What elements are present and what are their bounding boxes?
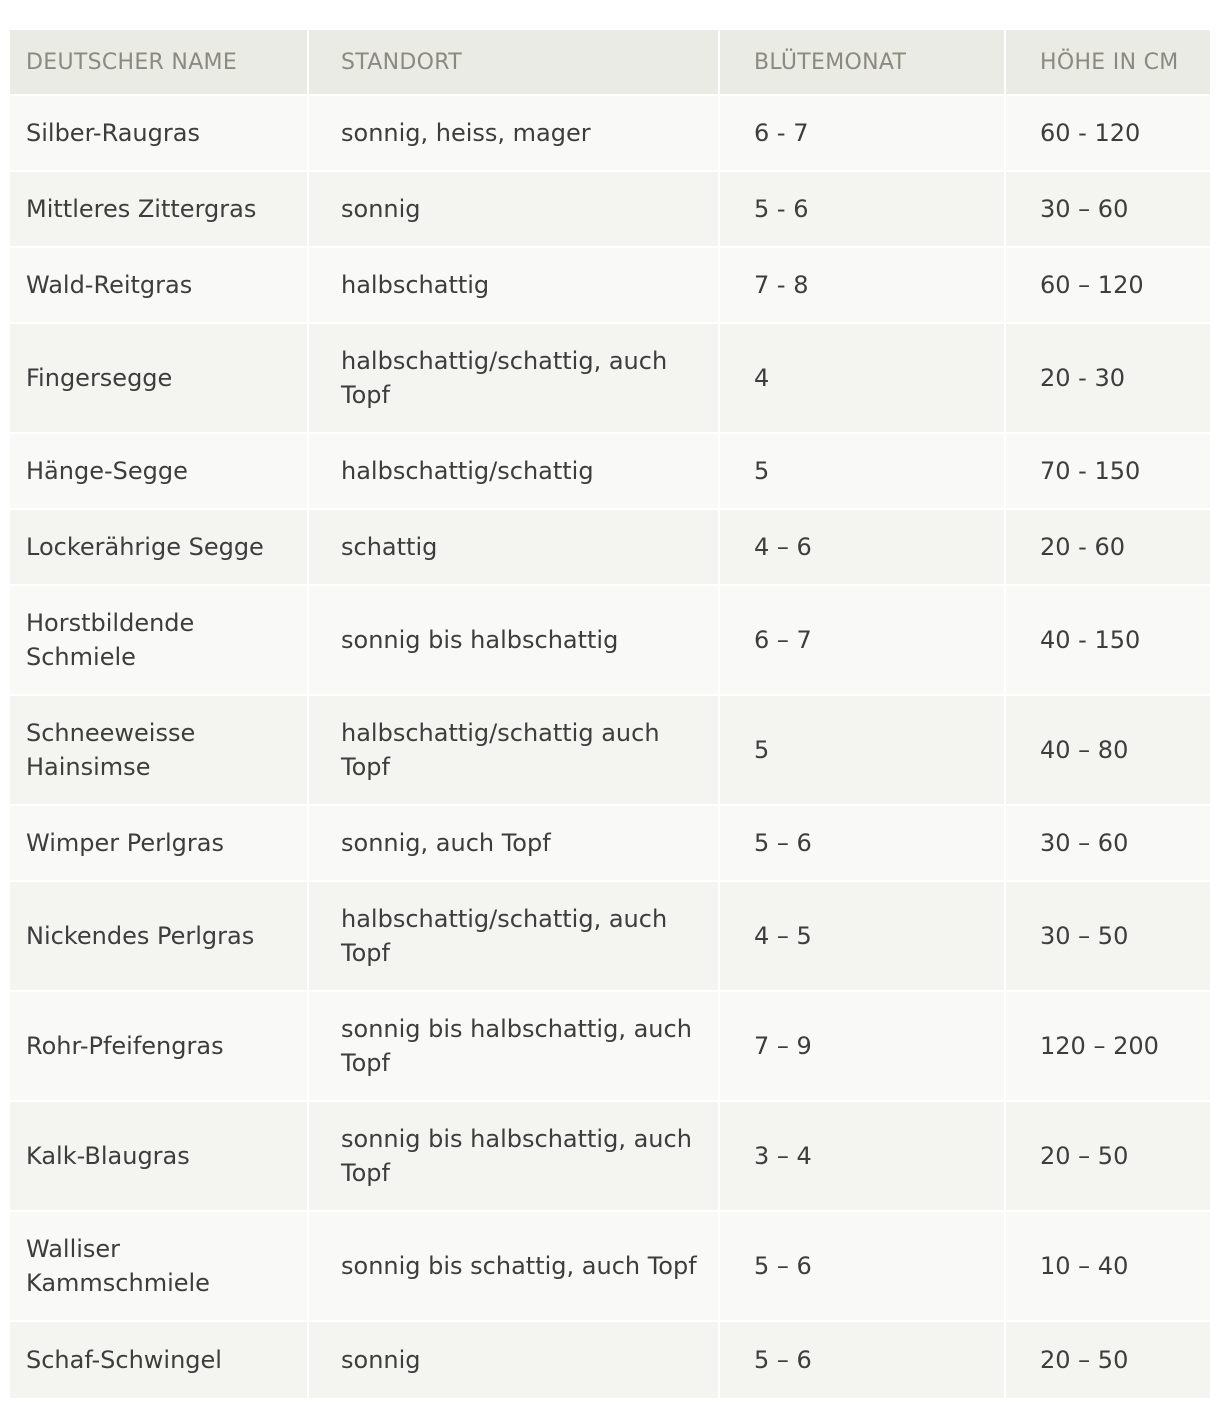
- cell-bluetemonat: 5: [720, 434, 1006, 510]
- cell-name: Kalk-Blaugras: [10, 1102, 309, 1212]
- cell-hoehe: 70 - 150: [1006, 434, 1210, 510]
- header-standort: STANDORT: [309, 30, 720, 96]
- cell-bluetemonat: 4: [720, 324, 1006, 434]
- table-row: [10, 96, 1210, 172]
- table-body: [10, 96, 1210, 1398]
- cell-name: Walliser Kammschmiele: [10, 1212, 309, 1322]
- cell-name: Horstbildende Schmiele: [10, 586, 309, 696]
- cell-hoehe: 30 – 50: [1006, 882, 1210, 992]
- table-row: [10, 434, 1210, 510]
- cell-hoehe: 60 – 120: [1006, 248, 1210, 324]
- table-row: [10, 992, 1210, 1102]
- cell-hoehe: 120 – 200: [1006, 992, 1210, 1102]
- cell-name: Schneeweisse Hainsimse: [10, 696, 309, 806]
- cell-name: Schaf-Schwingel: [10, 1322, 309, 1398]
- cell-hoehe: 20 – 50: [1006, 1102, 1210, 1212]
- cell-standort: schattig: [309, 510, 720, 586]
- cell-name: Mittleres Zittergras: [10, 172, 309, 248]
- cell-bluetemonat: 7 – 9: [720, 992, 1006, 1102]
- table-row: [10, 882, 1210, 992]
- cell-name: Hänge-Segge: [10, 434, 309, 510]
- cell-bluetemonat: 6 - 7: [720, 96, 1006, 172]
- cell-hoehe: 40 – 80: [1006, 696, 1210, 806]
- table-row: [10, 1322, 1210, 1398]
- cell-standort: sonnig, auch Topf: [309, 806, 720, 882]
- cell-hoehe: 20 – 50: [1006, 1322, 1210, 1398]
- table-row: [10, 806, 1210, 882]
- table-row: [10, 1102, 1210, 1212]
- cell-bluetemonat: 5 – 6: [720, 806, 1006, 882]
- cell-name: Wald-Reitgras: [10, 248, 309, 324]
- table-row: [10, 172, 1210, 248]
- header-deutscher-name: DEUTSCHER NAME: [10, 30, 309, 96]
- cell-standort: sonnig bis halbschattig: [309, 586, 720, 696]
- header-hoehe: HÖHE IN CM: [1006, 30, 1210, 96]
- cell-standort: halbschattig: [309, 248, 720, 324]
- cell-name: Rohr-Pfeifengras: [10, 992, 309, 1102]
- table-header: [10, 30, 1210, 96]
- table-row: [10, 1212, 1210, 1322]
- cell-standort: sonnig bis halbschattig, auch Topf: [309, 1102, 720, 1212]
- table-row: [10, 586, 1210, 696]
- cell-standort: halbschattig/schattig, auch Topf: [309, 324, 720, 434]
- cell-hoehe: 20 - 30: [1006, 324, 1210, 434]
- cell-name: Nickendes Perlgras: [10, 882, 309, 992]
- table-row: [10, 248, 1210, 324]
- cell-hoehe: 30 – 60: [1006, 172, 1210, 248]
- grass-table: [10, 30, 1210, 1398]
- header-bluetemonat: BLÜTEMONAT: [720, 30, 1006, 96]
- cell-name: Silber-Raugras: [10, 96, 309, 172]
- cell-bluetemonat: 4 – 6: [720, 510, 1006, 586]
- cell-hoehe: 60 - 120: [1006, 96, 1210, 172]
- table-row: [10, 324, 1210, 434]
- cell-standort: sonnig: [309, 1322, 720, 1398]
- cell-bluetemonat: 7 - 8: [720, 248, 1006, 324]
- cell-standort: sonnig bis halbschattig, auch Topf: [309, 992, 720, 1102]
- table-row: [10, 696, 1210, 806]
- cell-standort: sonnig, heiss, mager: [309, 96, 720, 172]
- cell-standort: halbschattig/schattig, auch Topf: [309, 882, 720, 992]
- header-row: [10, 30, 1210, 96]
- table-row: [10, 510, 1210, 586]
- cell-bluetemonat: 5 – 6: [720, 1212, 1006, 1322]
- cell-standort: halbschattig/schattig auch Topf: [309, 696, 720, 806]
- cell-name: Fingersegge: [10, 324, 309, 434]
- cell-name: Lockerährige Segge: [10, 510, 309, 586]
- cell-bluetemonat: 4 – 5: [720, 882, 1006, 992]
- cell-bluetemonat: 5 – 6: [720, 1322, 1006, 1398]
- cell-bluetemonat: 6 – 7: [720, 586, 1006, 696]
- cell-standort: sonnig bis schattig, auch Topf: [309, 1212, 720, 1322]
- cell-bluetemonat: 5: [720, 696, 1006, 806]
- cell-hoehe: 10 – 40: [1006, 1212, 1210, 1322]
- cell-bluetemonat: 3 – 4: [720, 1102, 1006, 1212]
- cell-hoehe: 30 – 60: [1006, 806, 1210, 882]
- cell-name: Wimper Perlgras: [10, 806, 309, 882]
- cell-standort: halbschattig/schattig: [309, 434, 720, 510]
- cell-standort: sonnig: [309, 172, 720, 248]
- cell-bluetemonat: 5 - 6: [720, 172, 1006, 248]
- cell-hoehe: 20 - 60: [1006, 510, 1210, 586]
- cell-hoehe: 40 - 150: [1006, 586, 1210, 696]
